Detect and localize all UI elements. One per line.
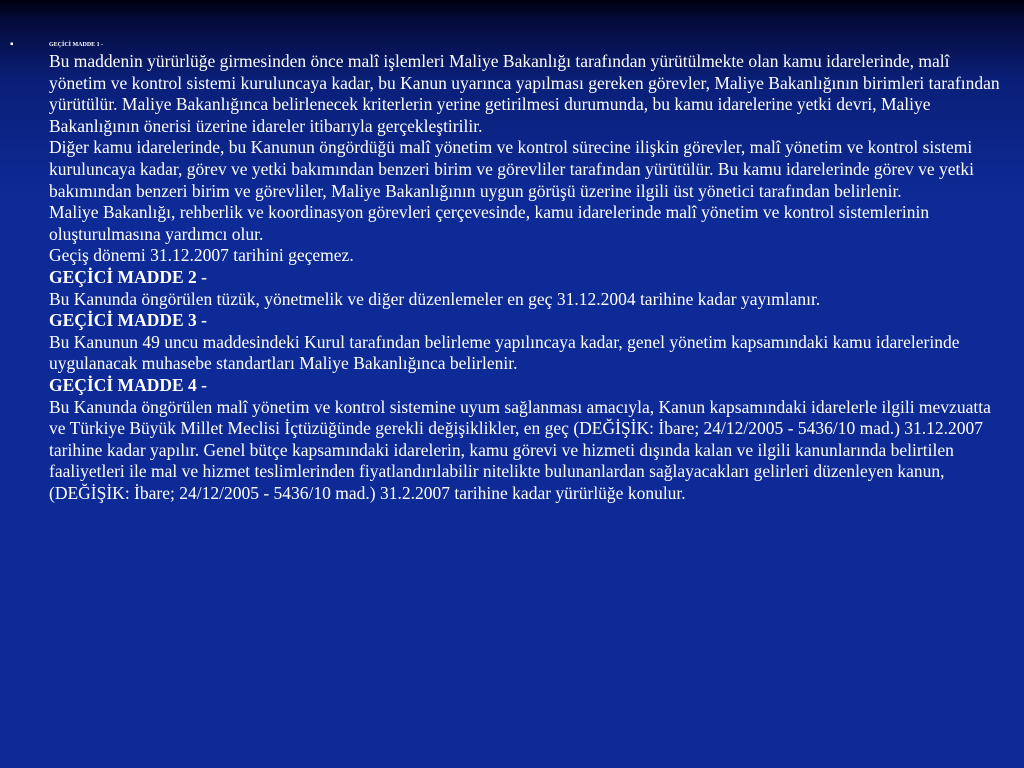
small-heading: GEÇİCİ MADDE 1 - <box>49 42 104 48</box>
paragraph: Bu maddenin yürürlüğe girmesinden önce malî işlemleri Maliye Bakanlığı tarafından yürütülmekte olan kamu idarelerinde, malî yönetim ve kontrol sistemi kuruluncaya kadar, bu Kanun uyarınca yapılması gereken görevler, Maliye Bakanlığının birimleri tarafından yürütülür. Maliye Bakanlığınca belirlenecek kriterlerin yerine getirilmesi durumunda, bu kamu idarelerine yetki devri, Maliye Bakanlığının önerisi üzerine idareler itibarıyla gerçekleştirilir. <box>49 51 1000 136</box>
paragraph: Geçiş dönemi 31.12.2007 tarihini geçemez. <box>49 245 354 266</box>
paragraph: Bu Kanunun 49 uncu maddesindeki Kurul tarafından belirleme yapılıncaya kadar, genel yönetim kapsamındaki kamu idarelerinde uygulanacak muhasebe standartları Maliye Bakanlığınca belirlenir. <box>49 331 960 374</box>
bullet-marker: ▪ <box>10 39 14 50</box>
paragraph: Bu Kanunda öngörülen malî yönetim ve kontrol sistemine uyum sağlanması amacıyla, Kanun kapsamındaki idarelerle ilgili mevzuatta ve Türkiye Büyük Millet Meclisi İçtüzüğünde gerekli değişiklikler, en geç (DEĞİŞİK: İbare; 24/12/2005 - 5436/10 mad.) 31.12.2007 tarihine kadar yapılır. Genel bütçe kapsamındaki idarelerin, kamu görevi ve hizmeti dışında kalan ve ilgili kanunlarında belirtilen faaliyetleri ile mal ve hizmet teslimlerinden fiyatlandırılabilir nitelikte bulunanlardan sağlayacakları gelirleri düzenleyen kanun, (DEĞİŞİK: İbare; 24/12/2005 - 5436/10 mad.) 31.2.2007 tarihine kadar yürürlüğe konulur. <box>49 396 991 503</box>
paragraph: Bu Kanunda öngörülen tüzük, yönetmelik ve diğer düzenlemeler en geç 31.12.2004 tarihine kadar yayımlanır. <box>49 288 821 309</box>
article-heading: GEÇİCİ MADDE 3 - <box>49 310 207 331</box>
paragraph: Maliye Bakanlığı, rehberlik ve koordinasyon görevleri çerçevesinde, kamu idarelerinde malî yönetim ve kontrol sistemlerinin oluşturulmasına yardımcı olur. <box>49 202 930 244</box>
paragraph: Diğer kamu idarelerinde, bu Kanunun öngördüğü malî yönetim ve kontrol sürecine ilişkin görevler, malî yönetim ve kontrol sistemi kuruluncaya kadar, görev ve yetki bakımından benzeri birim ve görevliler tarafından yürütülür. Bu kamu idarelerinde görev ve yetki bakımından benzeri birim ve görevliler, Maliye Bakanlığının uygun görüşü üzerine ilgili üst yönetici tarafından belirlenir. <box>49 137 975 201</box>
article-heading: GEÇİCİ MADDE 2 - <box>49 266 207 287</box>
article-heading: GEÇİCİ MADDE 4 - <box>49 374 207 395</box>
slide-content <box>49 40 1009 504</box>
